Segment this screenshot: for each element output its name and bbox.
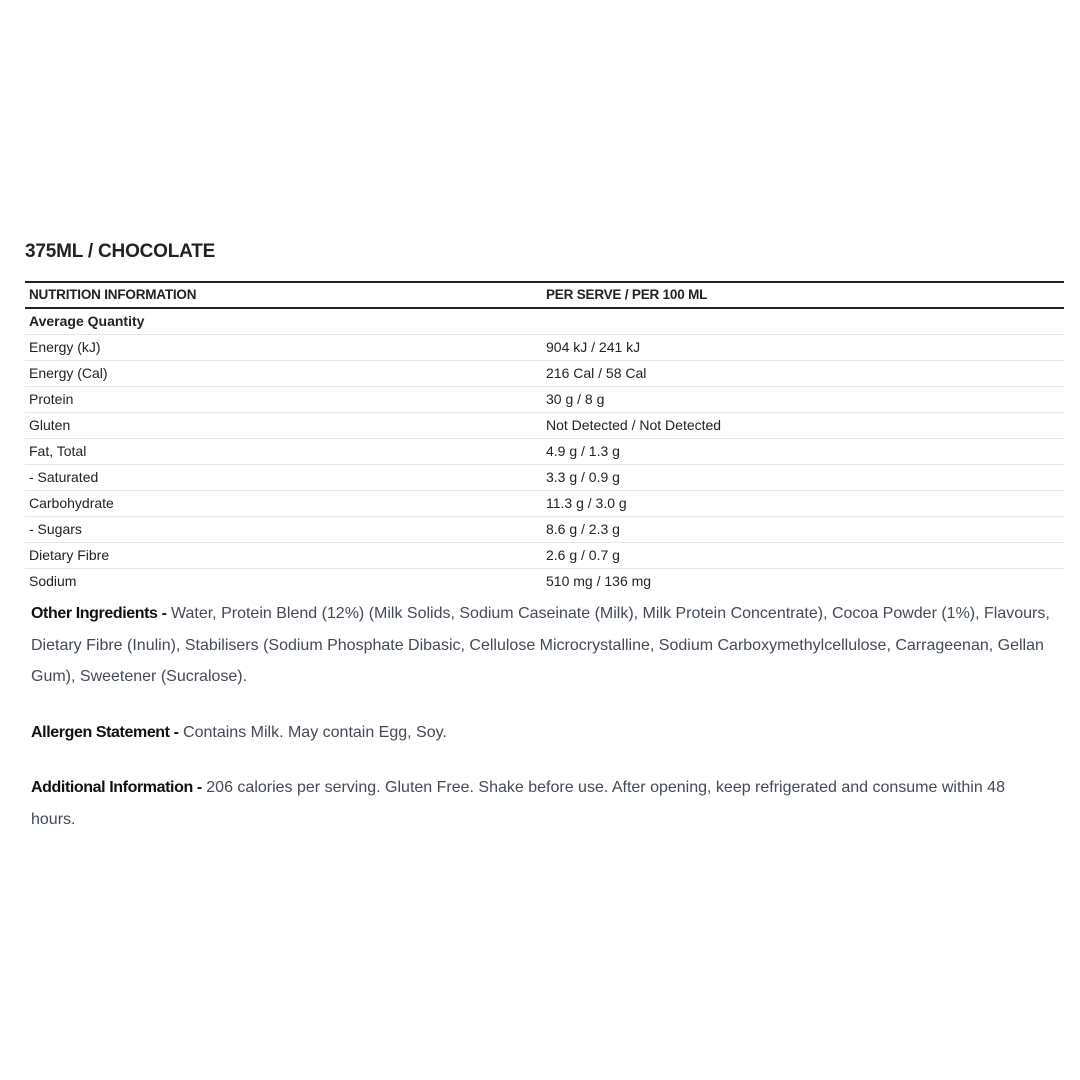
header-nutrition-information: NUTRITION INFORMATION [29,287,197,302]
other-ingredients-label: Other Ingredients - [31,605,167,622]
nutrient-name: - Sugars [29,521,82,537]
nutrient-value: 3.3 g / 0.9 g [546,469,620,485]
table-row [25,335,1064,361]
nutrient-name: Sodium [29,573,77,589]
header-per-serve: PER SERVE / PER 100 ML [546,287,708,302]
nutrition-table-header [25,282,1064,308]
nutrient-name: Protein [29,391,74,407]
table-row [25,439,1064,465]
table-row [25,543,1064,569]
nutrient-value: 904 kJ / 241 kJ [546,339,641,355]
nutrient-value: 4.9 g / 1.3 g [546,443,620,459]
additional-information-section [31,772,1051,835]
allergen-statement-section [31,717,1051,749]
nutrient-name: Gluten [29,417,71,433]
other-ingredients-section [31,598,1051,693]
additional-information-text: 206 calories per serving. Gluten Free. Shake before use. After opening, keep refrigerated and consume within 48 hours. [31,779,1005,828]
table-row [25,413,1064,439]
allergen-statement-text: Contains Milk. May contain Egg, Soy. [183,724,447,741]
nutrient-name: Energy (Cal) [29,365,108,381]
nutrient-name: - Saturated [29,469,99,485]
nutrient-value: 11.3 g / 3.0 g [546,495,627,511]
nutrient-value: Not Detected / Not Detected [546,417,722,433]
nutrient-value: 30 g / 8 g [546,391,605,407]
nutrient-name: Carbohydrate [29,495,114,511]
nutrition-table [25,281,1064,594]
additional-information-label: Additional Information - [31,779,202,796]
other-ingredients-text: Water, Protein Blend (12%) (Milk Solids, Sodium Caseinate (Milk), Milk Protein Concentrate), Cocoa Powder (1%), Flavours, Dietary Fibre (Inulin), Stabilisers (Sodium Phosphate Dibasic, Cellulose Microcrystalline, Sodium Carboxymethylcellulose, Carrageenan, Gellan Gum), Sweetener (Sucralose). [31,605,1050,685]
nutrient-value: 8.6 g / 2.3 g [546,521,620,537]
nutrient-name: Dietary Fibre [29,547,110,563]
product-title: 375ML / CHOCOLATE [25,241,216,262]
nutrition-table-body [25,308,1064,594]
header-row [25,282,1064,308]
subheading-row [25,308,1064,335]
nutrient-value: 216 Cal / 58 Cal [546,365,647,381]
table-row [25,361,1064,387]
nutrient-value: 510 mg / 136 mg [546,573,652,589]
table-row [25,517,1064,543]
table-row [25,387,1064,413]
average-quantity-label: Average Quantity [29,313,145,329]
allergen-statement-label: Allergen Statement - [31,724,179,741]
subheading-empty-cell [542,308,1064,335]
table-row [25,465,1064,491]
table-row [25,491,1064,517]
nutrient-name: Fat, Total [29,443,87,459]
nutrient-value: 2.6 g / 0.7 g [546,547,620,563]
table-row [25,569,1064,595]
nutrient-name: Energy (kJ) [29,339,101,355]
